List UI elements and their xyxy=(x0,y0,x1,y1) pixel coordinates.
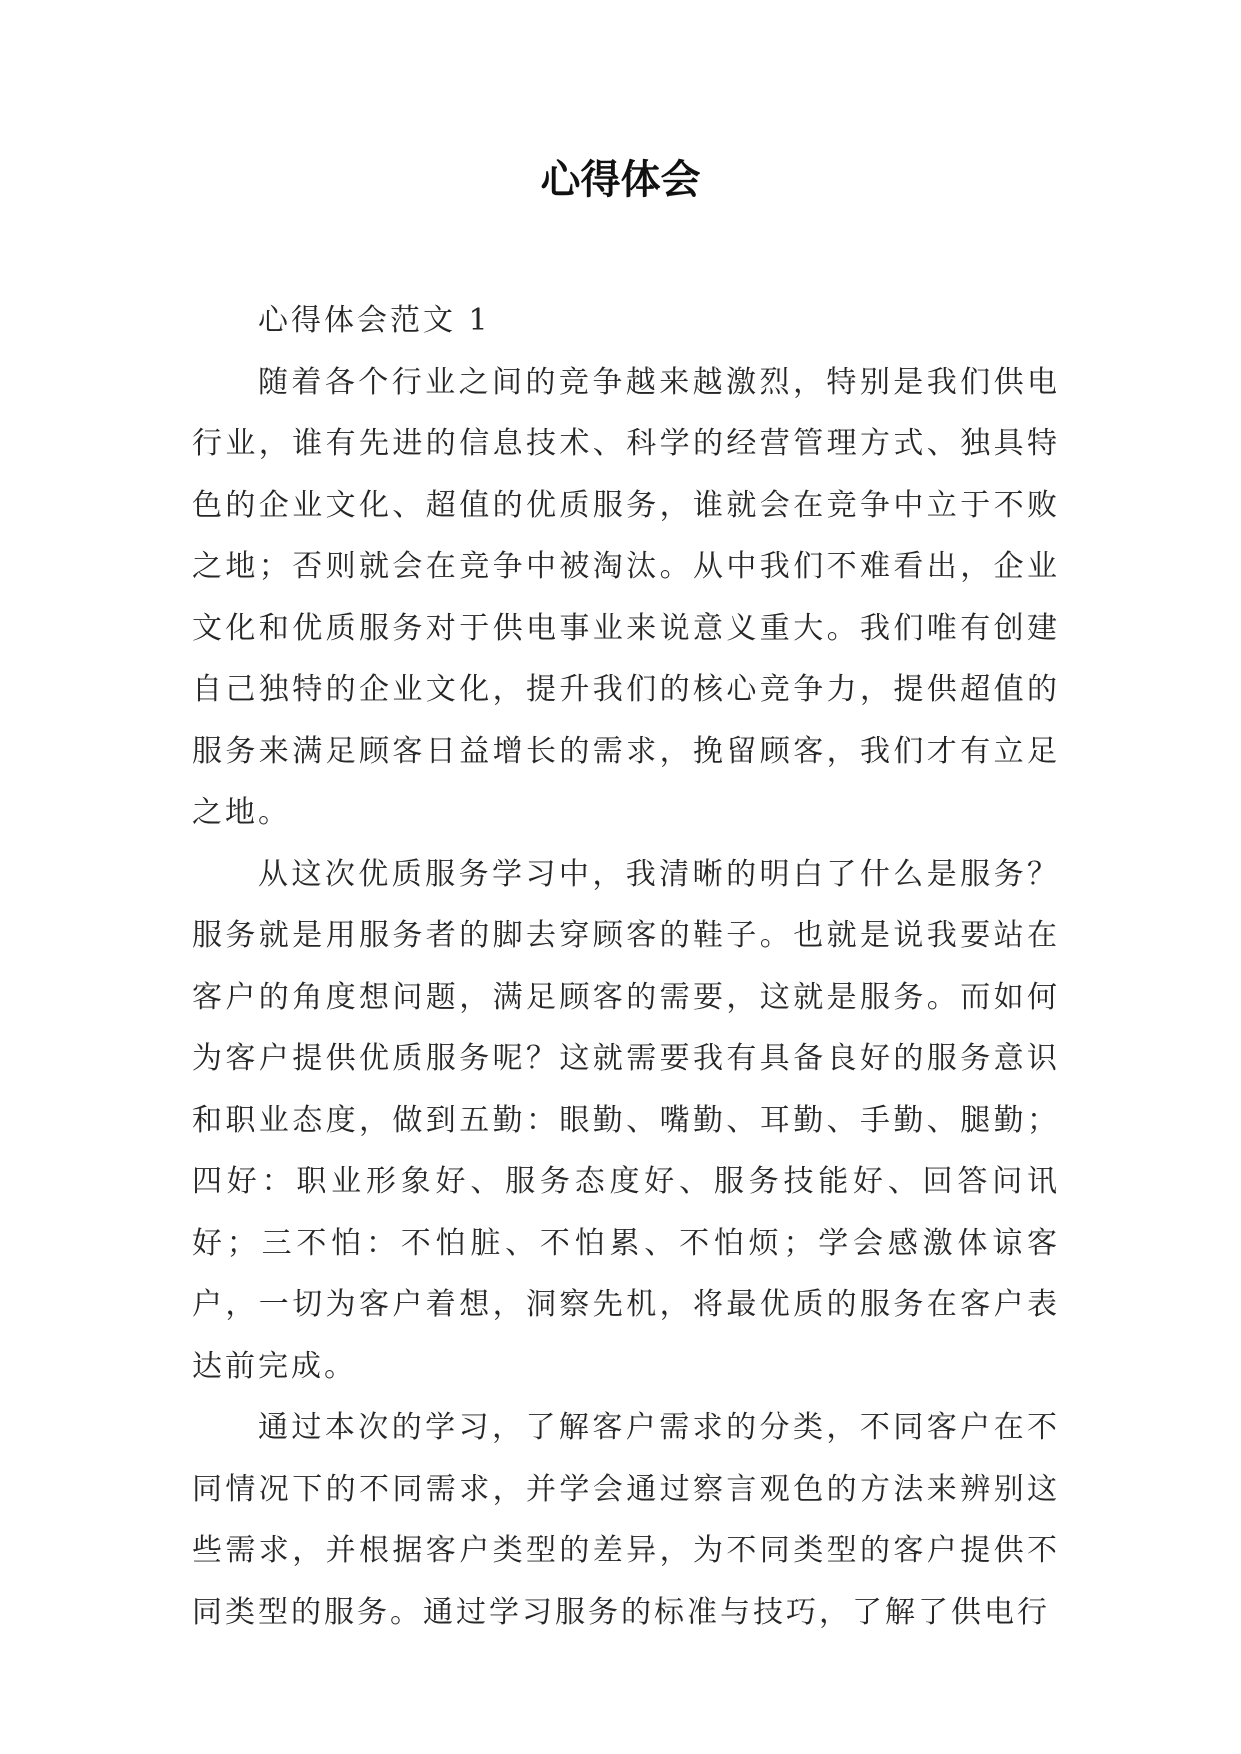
document-title: 心得体会 xyxy=(540,157,701,203)
section-subheading: 心得体会范文 1 xyxy=(258,303,491,338)
body-paragraph-3: 通过本次的学习，了解客户需求的分类，不同客户在不同情况下的不同需求，并学会通过察言观色的方法来辨别这些需求，并根据客户类型的差异，为不同类型的客户提供不同类型的服务。通过学习服务的标准与技巧，了解了供电行 xyxy=(192,1410,1060,1630)
document-body xyxy=(192,290,1060,1643)
body-paragraph-1: 随着各个行业之间的竞争越来越激烈，特别是我们供电行业，谁有先进的信息技术、科学的经营管理方式、独具特色的企业文化、超值的优质服务，谁就会在竞争中立于不败之地；否则就会在竞争中被淘汰。从中我们不难看出，企业文化和优质服务对于供电事业来说意义重大。我们唯有创建自己独特的企业文化，提升我们的核心竞争力，提供超值的服务来满足顾客日益增长的需求，挽留顾客，我们才有立足之地。 xyxy=(192,364,1060,830)
body-paragraph-2: 从这次优质服务学习中，我清晰的明白了什么是服务？服务就是用服务者的脚去穿顾客的鞋子。也就是说我要站在客户的角度想问题，满足顾客的需要，这就是服务。而如何为客户提供优质服务呢？这就需要我有具备良好的服务意识和职业态度，做到五勤：眼勤、嘴勤、耳勤、手勤、腿勤；四好：职业形象好、服务态度好、服务技能好、回答问讯好；三不怕：不怕脏、不怕累、不怕烦；学会感激体谅客户，一切为客户着想，洞察先机，将最优质的服务在客户表达前完成。 xyxy=(192,856,1060,1384)
